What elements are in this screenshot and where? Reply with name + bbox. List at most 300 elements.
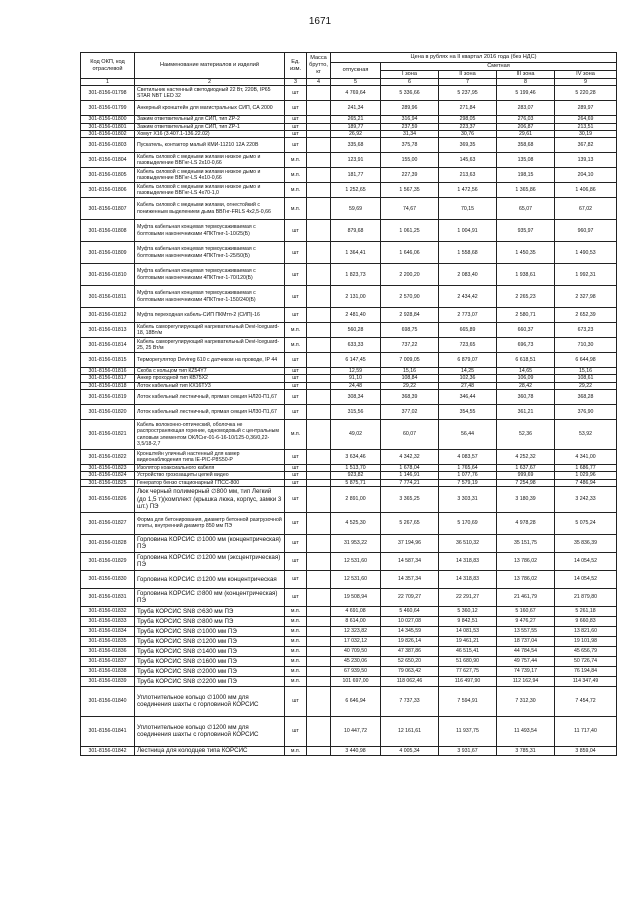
item-unit: м.п.: [285, 636, 307, 646]
table-row: [81, 264, 617, 286]
price-zone-2: 723,65: [439, 338, 497, 353]
item-code: 301-8156-01834: [81, 626, 135, 636]
item-name: Кабель саморегулирующий нагревательный Devi-Iceguard-18, 18Вт/м: [135, 323, 285, 338]
price-zone-3: 135,08: [497, 153, 555, 168]
item-mass: [307, 130, 331, 137]
item-unit: шт: [285, 101, 307, 116]
table-row: [81, 338, 617, 353]
price-zone-3: 29,61: [497, 130, 555, 137]
price-release: 1 252,65: [331, 183, 381, 198]
price-zone-4: 67,02: [555, 198, 617, 220]
item-unit: м.п.: [285, 338, 307, 353]
item-name: Кабель силовой с медными жилами низкое дымо и газовыделение ВВГнг-LS 4х70-1,0: [135, 183, 285, 198]
item-name: Труба КОРСИС SN8 ∅800 мм ПЭ: [135, 616, 285, 626]
price-zone-3: 660,37: [497, 323, 555, 338]
price-zone-3: 999,69: [497, 472, 555, 479]
price-zone-4: 710,30: [555, 338, 617, 353]
price-zone-4: 35 836,39: [555, 534, 617, 552]
price-release: 1 823,73: [331, 264, 381, 286]
price-zone-2: 369,35: [439, 138, 497, 153]
item-mass: [307, 264, 331, 286]
price-zone-4: 15,16: [555, 368, 617, 375]
price-zone-4: 673,23: [555, 323, 617, 338]
price-zone-2: 354,55: [439, 405, 497, 420]
price-zone-1: 29,22: [381, 382, 439, 389]
table-row: [81, 570, 617, 588]
item-name: Лестница для колодцев типа КОРСИС: [135, 746, 285, 755]
item-name: Люк черный полимерный ∅800 мм, тип Легкий (до 1,5 т)(комплект (крышка люка, корпус, замки 3 шт.) ПЭ: [135, 486, 285, 512]
item-unit: м.п.: [285, 666, 307, 676]
item-name: Анкер проходной тип КВ75Х2: [135, 375, 285, 382]
price-zone-1: 4 342,32: [381, 450, 439, 465]
price-zone-1: 3 365,25: [381, 486, 439, 512]
item-name: Труба КОРСИС SN8 ∅1000 мм ПЭ: [135, 626, 285, 636]
price-zone-4: 5 075,24: [555, 512, 617, 534]
item-mass: [307, 375, 331, 382]
price-release: 8 614,00: [331, 616, 381, 626]
price-zone-3: 4 252,32: [497, 450, 555, 465]
price-release: 17 032,12: [331, 636, 381, 646]
price-release: 3 440,98: [331, 746, 381, 755]
item-code: 301-8156-01833: [81, 616, 135, 626]
item-unit: м.п.: [285, 183, 307, 198]
item-mass: [307, 405, 331, 420]
item-unit: шт: [285, 123, 307, 130]
price-zone-1: 368,39: [381, 390, 439, 405]
price-zone-3: 7 312,30: [497, 686, 555, 716]
table-row: [81, 588, 617, 606]
price-zone-3: 5 160,67: [497, 606, 555, 616]
price-zone-1: 14 357,34: [381, 570, 439, 588]
table-row: [81, 86, 617, 101]
item-unit: м.п.: [285, 198, 307, 220]
item-mass: [307, 123, 331, 130]
table-row: [81, 353, 617, 368]
item-mass: [307, 626, 331, 636]
price-zone-1: 7 737,33: [381, 686, 439, 716]
price-zone-3: 44 784,54: [497, 646, 555, 656]
item-unit: шт: [285, 286, 307, 308]
item-code: 301-8156-01820: [81, 405, 135, 420]
price-zone-1: 14 587,34: [381, 552, 439, 570]
item-name: Труба КОРСИС SN8 ∅1200 мм ПЭ: [135, 636, 285, 646]
price-zone-4: 19 101,98: [555, 636, 617, 646]
price-zone-3: 3 785,31: [497, 746, 555, 755]
price-zone-3: 1 450,35: [497, 242, 555, 264]
item-code: 301-8156-01803: [81, 138, 135, 153]
column-number: 2: [135, 79, 285, 86]
column-number: 1: [81, 79, 135, 86]
item-unit: шт: [285, 242, 307, 264]
item-code: 301-8156-01798: [81, 86, 135, 101]
price-zone-4: 139,13: [555, 153, 617, 168]
price-zone-4: 108,61: [555, 375, 617, 382]
item-mass: [307, 552, 331, 570]
item-mass: [307, 716, 331, 746]
price-release: 181,77: [331, 168, 381, 183]
price-zone-2: 70,15: [439, 198, 497, 220]
price-release: 308,34: [331, 390, 381, 405]
price-release: 2 481,40: [331, 308, 381, 323]
item-name: Муфта кабельная концевая термоусаживаемая с болтовыми наконечниками 4ПКТпнг-1-70/120(Б): [135, 264, 285, 286]
price-zone-2: 145,63: [439, 153, 497, 168]
price-zone-4: 2 327,98: [555, 286, 617, 308]
price-release: 4 691,08: [331, 606, 381, 616]
item-code: 301-8156-01822: [81, 450, 135, 465]
price-release: 241,34: [331, 101, 381, 116]
item-unit: шт: [285, 138, 307, 153]
price-release: 1 364,41: [331, 242, 381, 264]
item-code: 301-8156-01819: [81, 390, 135, 405]
item-mass: [307, 570, 331, 588]
item-mass: [307, 465, 331, 472]
item-unit: шт: [285, 570, 307, 588]
item-code: 301-8156-01823: [81, 465, 135, 472]
price-release: 6 147,45: [331, 353, 381, 368]
item-code: 301-8156-01841: [81, 716, 135, 746]
item-code: 301-8156-01814: [81, 338, 135, 353]
item-mass: [307, 390, 331, 405]
table-row: [81, 138, 617, 153]
item-code: 301-8156-01818: [81, 382, 135, 389]
item-unit: м.п.: [285, 746, 307, 755]
table-row: [81, 183, 617, 198]
item-mass: [307, 616, 331, 626]
item-mass: [307, 636, 331, 646]
table-row: [81, 486, 617, 512]
item-name: Кронштейн уличный настенный для камер видеонаблюдения типа IE-PIC-P8S50-P: [135, 450, 285, 465]
price-release: 12 531,60: [331, 570, 381, 588]
item-unit: шт: [285, 220, 307, 242]
price-zone-4: 960,97: [555, 220, 617, 242]
price-zone-2: 102,36: [439, 375, 497, 382]
table-row: [81, 450, 617, 465]
item-code: 301-8156-01816: [81, 368, 135, 375]
item-code: 301-8156-01806: [81, 183, 135, 198]
price-zone-2: 14,25: [439, 368, 497, 375]
item-name: Генератор бензо стационарный ГПСС-800: [135, 479, 285, 486]
item-name: Зажим ответвительный для СИП, тип ZP-1: [135, 123, 285, 130]
item-unit: шт: [285, 716, 307, 746]
item-code: 301-8156-01817: [81, 375, 135, 382]
item-code: 301-8156-01801: [81, 123, 135, 130]
item-unit: м.п.: [285, 656, 307, 666]
price-zone-2: 27,48: [439, 382, 497, 389]
item-mass: [307, 101, 331, 116]
price-zone-3: 1 637,67: [497, 465, 555, 472]
price-release: 4 525,30: [331, 512, 381, 534]
item-name: Изолятор коаксиального кабеля: [135, 465, 285, 472]
price-table: [80, 52, 617, 756]
table-row: [81, 646, 617, 656]
price-release: 3 634,46: [331, 450, 381, 465]
price-zone-4: 76 194,84: [555, 666, 617, 676]
price-release: 12 323,82: [331, 626, 381, 636]
price-zone-4: 5 261,18: [555, 606, 617, 616]
item-unit: шт: [285, 479, 307, 486]
price-zone-1: 1 146,91: [381, 472, 439, 479]
price-release: 91,10: [331, 375, 381, 382]
price-zone-1: 19 826,14: [381, 636, 439, 646]
price-zone-4: 5 220,28: [555, 86, 617, 101]
table-row: [81, 534, 617, 552]
table-row: [81, 382, 617, 389]
price-release: 265,21: [331, 116, 381, 123]
price-zone-1: 1 061,25: [381, 220, 439, 242]
table-row: [81, 390, 617, 405]
item-mass: [307, 666, 331, 676]
price-zone-1: 79 063,42: [381, 666, 439, 676]
price-zone-2: 36 510,32: [439, 534, 497, 552]
price-zone-3: 1 365,86: [497, 183, 555, 198]
table-row: [81, 656, 617, 666]
price-release: 12,59: [331, 368, 381, 375]
item-name: Труба КОРСИС SN8 ∅2000 мм ПЭ: [135, 666, 285, 676]
table-row: [81, 101, 617, 116]
item-code: 301-8156-01821: [81, 420, 135, 450]
price-zone-1: 118 062,46: [381, 676, 439, 686]
item-unit: шт: [285, 686, 307, 716]
header-mass: Масса брутто, кг: [307, 53, 331, 79]
price-zone-2: 14 318,83: [439, 570, 497, 588]
item-unit: м.п.: [285, 153, 307, 168]
item-name: Горловина КОРСИС ∅800 мм (концентрическая) ПЭ: [135, 588, 285, 606]
table-row: [81, 616, 617, 626]
column-number: 4: [307, 79, 331, 86]
price-zone-3: 4 978,28: [497, 512, 555, 534]
item-mass: [307, 183, 331, 198]
price-zone-4: 7 486,94: [555, 479, 617, 486]
price-zone-2: 14 081,53: [439, 626, 497, 636]
price-zone-2: 22 291,27: [439, 588, 497, 606]
price-release: 101 697,00: [331, 676, 381, 686]
price-zone-1: 31,34: [381, 130, 439, 137]
table-row: [81, 168, 617, 183]
item-code: 301-8156-01804: [81, 153, 135, 168]
item-mass: [307, 588, 331, 606]
item-code: 301-8156-01808: [81, 220, 135, 242]
table-row: [81, 286, 617, 308]
item-name: Светильник настенный светодиодный 22 Вт, 220В, IP65 STAR NBT LED 32: [135, 86, 285, 101]
price-zone-1: 14 345,59: [381, 626, 439, 636]
price-zone-4: 1 686,77: [555, 465, 617, 472]
column-number: 5: [331, 79, 381, 86]
item-unit: шт: [285, 512, 307, 534]
item-code: 301-8156-01832: [81, 606, 135, 616]
price-zone-2: 7 594,91: [439, 686, 497, 716]
item-mass: [307, 220, 331, 242]
price-zone-1: 12 161,61: [381, 716, 439, 746]
price-zone-4: 289,97: [555, 101, 617, 116]
price-zone-1: 5 267,65: [381, 512, 439, 534]
item-mass: [307, 153, 331, 168]
item-code: 301-8156-01830: [81, 570, 135, 588]
price-zone-3: 3 180,39: [497, 486, 555, 512]
item-mass: [307, 450, 331, 465]
item-unit: шт: [285, 353, 307, 368]
item-name: Муфта кабельная концевая термоусаживаемая с болтовыми наконечниками 4ПКТпнг-1-150/240(Б): [135, 286, 285, 308]
price-zone-1: 4 005,34: [381, 746, 439, 755]
price-zone-2: 7 579,19: [439, 479, 497, 486]
price-release: 335,68: [331, 138, 381, 153]
price-zone-1: 155,00: [381, 153, 439, 168]
item-mass: [307, 382, 331, 389]
item-code: 301-8156-01800: [81, 116, 135, 123]
item-name: Кабель силовой с медными жилами низкое дымо и газовыделение ВВГнг-LS 4х10-0,66: [135, 168, 285, 183]
item-mass: [307, 656, 331, 666]
table-row: [81, 636, 617, 646]
price-zone-4: 3 242,33: [555, 486, 617, 512]
price-zone-1: 60,07: [381, 420, 439, 450]
item-code: 301-8156-01835: [81, 636, 135, 646]
column-number: 8: [497, 79, 555, 86]
item-name: Горловина КОРСИС ∅1200 мм (эксцентрическая) ПЭ: [135, 552, 285, 570]
price-zone-3: 13 786,02: [497, 552, 555, 570]
item-name: Форма для бетонирования, диаметр бетонной разгрузочной плиты, внутренний диаметр 850 мм ПЭ: [135, 512, 285, 534]
price-zone-1: 2 570,90: [381, 286, 439, 308]
item-name: Уплотнительное кольцо ∅1200 мм для соединения шахты с горловиной КОРСИС: [135, 716, 285, 746]
table-row: [81, 242, 617, 264]
price-zone-1: 1 646,06: [381, 242, 439, 264]
item-name: Кабель волоконно-оптический, оболочка не распространяющая горение, одномодовый с центральным силовым элементом ОКЛСнг-01-6-16-10/125-0,36/0,22-3,5/18-2,7: [135, 420, 285, 450]
item-code: 301-8156-01811: [81, 286, 135, 308]
item-name: Муфта кабельная концевая термоусаживаемая с болтовыми наконечниками 4ПКТпнг-1-25/50(Б): [135, 242, 285, 264]
item-name: Труба КОРСИС SN8 ∅2200 мм ПЭ: [135, 676, 285, 686]
price-zone-3: 74 739,17: [497, 666, 555, 676]
price-zone-4: 14 054,52: [555, 552, 617, 570]
price-zone-4: 367,82: [555, 138, 617, 153]
item-name: Муфта переходная кабель-СИП ПКМтп-2 (СИП)-16: [135, 308, 285, 323]
item-name: Труба КОРСИС SN8 ∅630 мм ПЭ: [135, 606, 285, 616]
price-zone-1: 47 387,86: [381, 646, 439, 656]
item-mass: [307, 534, 331, 552]
price-zone-4: 1 406,86: [555, 183, 617, 198]
price-zone-3: 35 151,75: [497, 534, 555, 552]
price-release: 315,56: [331, 405, 381, 420]
item-unit: шт: [285, 308, 307, 323]
price-zone-2: 77 627,75: [439, 666, 497, 676]
item-name: Пускатель, контактор малый КМИ-11210 12А 220В: [135, 138, 285, 153]
price-zone-3: 52,36: [497, 420, 555, 450]
price-zone-2: 4 083,57: [439, 450, 497, 465]
price-release: 5 875,71: [331, 479, 381, 486]
item-unit: шт: [285, 472, 307, 479]
price-zone-4: 13 821,60: [555, 626, 617, 636]
price-zone-2: 271,84: [439, 101, 497, 116]
price-zone-2: 1 077,76: [439, 472, 497, 479]
item-code: 301-8156-01839: [81, 676, 135, 686]
item-code: 301-8156-01837: [81, 656, 135, 666]
price-zone-4: 7 454,72: [555, 686, 617, 716]
item-unit: шт: [285, 368, 307, 375]
price-zone-4: 6 644,98: [555, 353, 617, 368]
header-zone-2: II зона: [439, 71, 497, 79]
item-unit: шт: [285, 390, 307, 405]
item-mass: [307, 286, 331, 308]
price-zone-4: 264,69: [555, 116, 617, 123]
price-zone-2: 116 497,90: [439, 676, 497, 686]
price-release: 1 513,70: [331, 465, 381, 472]
item-name: Горловина КОРСИС ∅1000 мм (концентрическая) ПЭ: [135, 534, 285, 552]
price-zone-4: 376,90: [555, 405, 617, 420]
price-zone-2: 56,44: [439, 420, 497, 450]
item-unit: м.п.: [285, 616, 307, 626]
item-code: 301-8156-01838: [81, 666, 135, 676]
price-zone-4: 21 879,80: [555, 588, 617, 606]
price-release: 31 953,22: [331, 534, 381, 552]
price-zone-2: 14 318,83: [439, 552, 497, 570]
price-zone-1: 237,59: [381, 123, 439, 130]
item-code: 301-8156-01831: [81, 588, 135, 606]
table-row: [81, 123, 617, 130]
price-release: 19 508,94: [331, 588, 381, 606]
price-zone-2: 51 680,90: [439, 656, 497, 666]
price-zone-3: 276,03: [497, 116, 555, 123]
price-zone-4: 14 054,52: [555, 570, 617, 588]
price-release: 560,28: [331, 323, 381, 338]
price-zone-1: 375,78: [381, 138, 439, 153]
price-zone-4: 213,51: [555, 123, 617, 130]
price-zone-3: 11 493,54: [497, 716, 555, 746]
item-unit: шт: [285, 450, 307, 465]
table-row: [81, 512, 617, 534]
header-code: Код ОКП, код отраслевой: [81, 53, 135, 79]
item-mass: [307, 138, 331, 153]
price-zone-2: 46 515,41: [439, 646, 497, 656]
price-zone-3: 696,73: [497, 338, 555, 353]
item-mass: [307, 746, 331, 755]
price-zone-2: 2 083,40: [439, 264, 497, 286]
item-unit: м.п.: [285, 420, 307, 450]
price-release: 633,33: [331, 338, 381, 353]
price-zone-2: 1 558,68: [439, 242, 497, 264]
price-zone-3: 198,15: [497, 168, 555, 183]
price-zone-3: 21 461,79: [497, 588, 555, 606]
price-zone-3: 18 737,04: [497, 636, 555, 646]
price-zone-1: 74,67: [381, 198, 439, 220]
item-mass: [307, 168, 331, 183]
price-zone-4: 204,10: [555, 168, 617, 183]
item-code: 301-8156-01824: [81, 472, 135, 479]
price-release: 49,02: [331, 420, 381, 450]
price-zone-3: 9 476,27: [497, 616, 555, 626]
price-zone-3: 6 618,51: [497, 353, 555, 368]
item-name: Зажим ответвительный для СИП, тип ZP-2: [135, 116, 285, 123]
table-row: [81, 220, 617, 242]
table-row: [81, 716, 617, 746]
price-zone-1: 52 650,20: [381, 656, 439, 666]
item-unit: м.п.: [285, 646, 307, 656]
item-code: 301-8156-01840: [81, 686, 135, 716]
header-estimate-price: Сметная: [381, 63, 617, 71]
price-zone-2: 2 773,07: [439, 308, 497, 323]
item-mass: [307, 198, 331, 220]
table-row: [81, 606, 617, 616]
price-zone-2: 5 237,95: [439, 86, 497, 101]
item-mass: [307, 338, 331, 353]
price-zone-3: 49 757,44: [497, 656, 555, 666]
price-zone-3: 206,87: [497, 123, 555, 130]
item-unit: шт: [285, 382, 307, 389]
item-mass: [307, 479, 331, 486]
item-code: 301-8156-01828: [81, 534, 135, 552]
price-zone-1: 316,94: [381, 116, 439, 123]
price-zone-2: 213,63: [439, 168, 497, 183]
item-mass: [307, 242, 331, 264]
item-code: 301-8156-01799: [81, 101, 135, 116]
price-zone-2: 5 360,12: [439, 606, 497, 616]
header-zone-4: IV зона: [555, 71, 617, 79]
